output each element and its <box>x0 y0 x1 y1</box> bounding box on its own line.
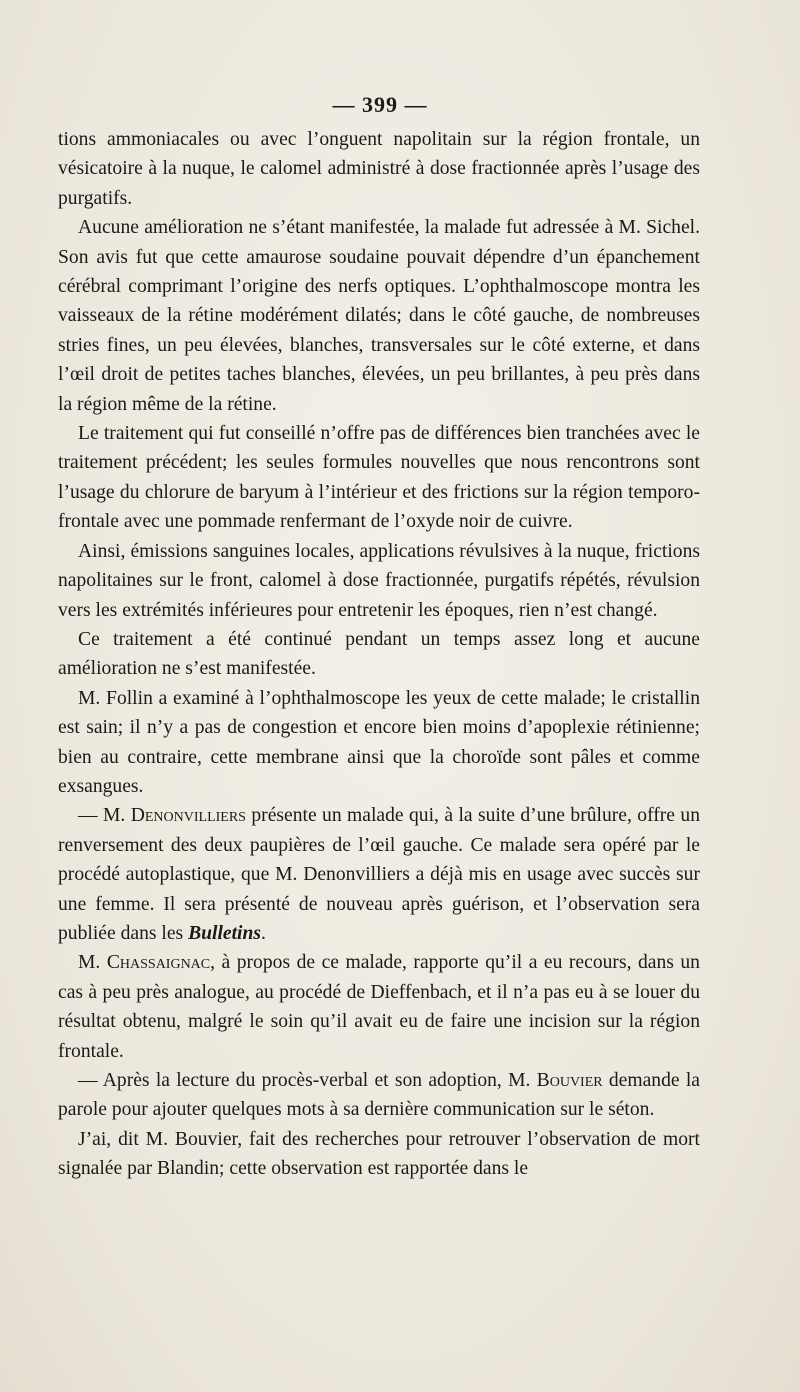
paragraph-4: Ainsi, émissions sanguines locales, applications révulsives à la nuque, frictions napolitaines sur le front, calomel à dose fractionnée, purgatifs répétés, révulsion vers les extrémités inférieures pour entretenir les époques, rien n’est changé. <box>58 540 700 621</box>
paragraph-2: Aucune amélioration ne s’étant manifestée, la malade fut adressée à M. Sichel. Son avis fut que cette amaurose soudaine pouvait dépendre d’un épanchement cérébral comprimant l’origine des nerfs optiques. L’ophthalmoscope montra les vaisseaux de la rétine modérément dilatés; dans le côté gauche, de nombreuses stries fines, un peu élevées, blanches, transversales sur le côté externe, et dans l’œil droit de petites taches blanches, élevées, un peu brillantes, à peu près dans la région même de la rétine. <box>58 217 700 415</box>
body-text <box>58 125 700 1184</box>
surgeon-name-bouvier: Bouvier <box>536 1070 603 1091</box>
paragraph-8 <box>58 948 700 1066</box>
paragraph-8-text: , à propos de ce malade, rapporte qu’il a eu recours, dans un cas à peu près analogue, au procédé de Dieffenbach, et il n’a pas eu à se louer du résultat obtenu, malgré le soin qu’il avait eu de faire une incision sur la région frontale. <box>58 952 700 1062</box>
paragraph-3: Le traitement qui fut conseillé n’offre pas de différences bien tranchées avec le traitement précédent; les seules formules nouvelles que nous rencontrons sont l’usage du chlorure de baryum à l’intérieur et des frictions sur la région temporo-frontale avec une pommade renfermant de l’oxyde noir de cuivre. <box>58 423 700 533</box>
bulletins-title: Bulletins <box>188 922 262 944</box>
paragraph-5: Ce traitement a été continué pendant un temps assez long et aucune amélioration ne s’est manifestée. <box>58 628 700 680</box>
paragraph-7-prefix: — M. <box>78 805 131 827</box>
paragraph-6: M. Follin a examiné à l’ophthalmoscope les yeux de cette malade; le cristallin est sain; il n’y a pas de congestion et encore bien moins d’apoplexie rétinienne; bien au contraire, cette membrane ainsi que la choroïde sont pâles et comme exsangues. <box>58 687 700 797</box>
paragraph-1: tions ammoniacales ou avec l’onguent napolitain sur la région frontale, un vésicatoire à la nuque, le calomel administré à dose fractionnée après l’usage des purgatifs. <box>58 129 700 209</box>
page-number: — 399 — <box>332 92 428 117</box>
paragraph-9-prefix: — Après la lecture du procès-verbal et son adoption, M. <box>78 1070 537 1091</box>
paragraph-7-suffix: . <box>261 922 266 944</box>
surgeon-name-chassaignac: Chassaignac <box>106 952 211 974</box>
paragraph-9 <box>58 1066 700 1125</box>
paragraph-8-prefix: M. <box>78 952 107 974</box>
surgeon-name-denonvilliers: Denonvilliers <box>130 805 246 827</box>
paragraph-7 <box>58 801 700 948</box>
paragraph-7-text: présente un malade qui, à la suite d’une brûlure, offre un renversement des deux paupières de l’œil gauche. Ce malade sera opéré par le procédé autoplastique, que M. Denonvilliers a déjà mis en usage avec succès sur une femme. Il sera présenté de nouveau après guérison, et l’observation sera publiée dans les <box>58 805 700 944</box>
paragraph-10: J’ai, dit M. Bouvier, fait des recherches pour retrouver l’observation de mort signalée par Blandin; cette observation est rapportée dans le <box>58 1128 700 1180</box>
paragraph-9-text: demande la parole pour ajouter quelques mots à sa dernière communication sur le séton. <box>58 1070 700 1121</box>
